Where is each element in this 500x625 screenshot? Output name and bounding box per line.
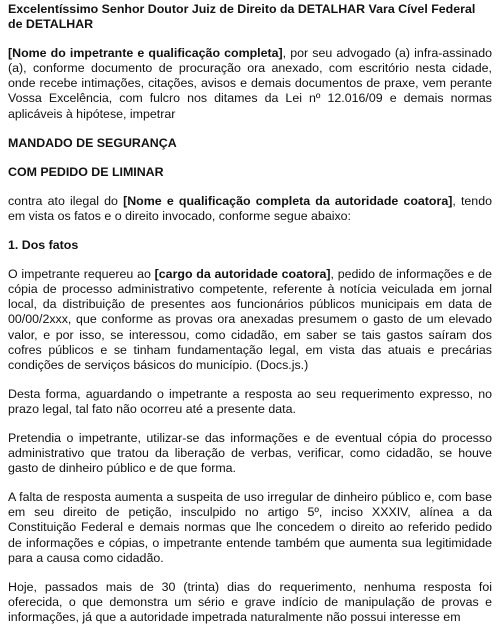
facts-paragraph-5: Hoje, passados mais de 30 (trinta) dias do requerimento, nenhuma resposta foi oferecida, o que demonstra um sério e grave indício de manipulação de provas e informações, já que a autoridade impetrada naturalmente não possui interesse em: [8, 579, 492, 624]
against-authority-paragraph: [8, 194, 492, 224]
p1-post-text: , pedido de informações e de cópia de processo administrativo competente, referente à notícia veiculada em jornal local, da distribuição de presentes aos funcionários públicos municipais em data de 00/00/2xxx, que conforme as provas ora anexadas presumem o gasto de um elevado valor, e por isso, se interessou, como cidadão, em saber se tais gastos saíram dos cofres públicos e se tinham fundamentação legal, em vista das atuais e precárias condições de serviços básicos do município. (Docs.js.): [8, 267, 492, 372]
against-pre-text: contra ato ilegal do: [8, 193, 124, 208]
against-post-text: , tendo em vista os fatos e o direito invocado, conforme segue abaixo:: [8, 193, 492, 223]
document-body: [8, 2, 492, 625]
authority-role-placeholder: [cargo da autoridade coatora]: [154, 267, 331, 282]
document-title: MANDADO DE SEGURANÇA: [8, 135, 177, 150]
document-subtitle: COM PEDIDO DE LIMINAR: [8, 164, 164, 179]
facts-paragraph-2: Desta forma, aguardando o impetrante a resposta ao seu requerimento expresso, no prazo legal, tal fato não ocorreu até a presente data.: [8, 386, 492, 416]
court-addressee-header: Excelentíssimo Senhor Doutor Juiz de Direito da DETALHAR Vara Cível Federal de DETALHAR: [8, 2, 476, 32]
petitioner-placeholder: [Nome do impetrante e qualificação completa]: [8, 46, 283, 61]
petitioner-intro-text: , por seu advogado (a) infra-assinado (a), conforme documento de procuração ora anexado, com escritório nesta cidade, onde recebe intimações, citações, avisos e demais documentos de praxe, vem perante Vossa Excelência, com fulcro nos ditames da Lei nº 12.016/09 e demais normas aplicáveis à hipótese, impetrar: [8, 46, 493, 121]
facts-paragraph-3: Pretendia o impetrante, utilizar-se das informações e de eventual cópia do processo administrativo que tratou da liberação de verbas, verificar, como cidadão, se houve gasto de dinheiro público e de que forma.: [8, 430, 492, 476]
p1-pre-text: O impetrante requereu ao: [8, 267, 155, 282]
facts-paragraph-1: [8, 267, 492, 373]
section-heading-facts: 1. Dos fatos: [8, 238, 79, 253]
authority-placeholder: [Nome e qualificação completa da autoridade coatora]: [123, 193, 453, 208]
facts-paragraph-4: A falta de resposta aumenta a suspeita de uso irregular de dinheiro público e, com base em seu direito de petição, insculpido no artigo 5º, inciso XXXIV, alínea a da Constituição Federal e demais normas que lhe concedem o direito ao referido pedido de informações e cópias, o impetrante entende também que aumenta sua legitimidade para a causa como cidadão.: [8, 490, 492, 565]
petitioner-intro-paragraph: [8, 46, 492, 121]
